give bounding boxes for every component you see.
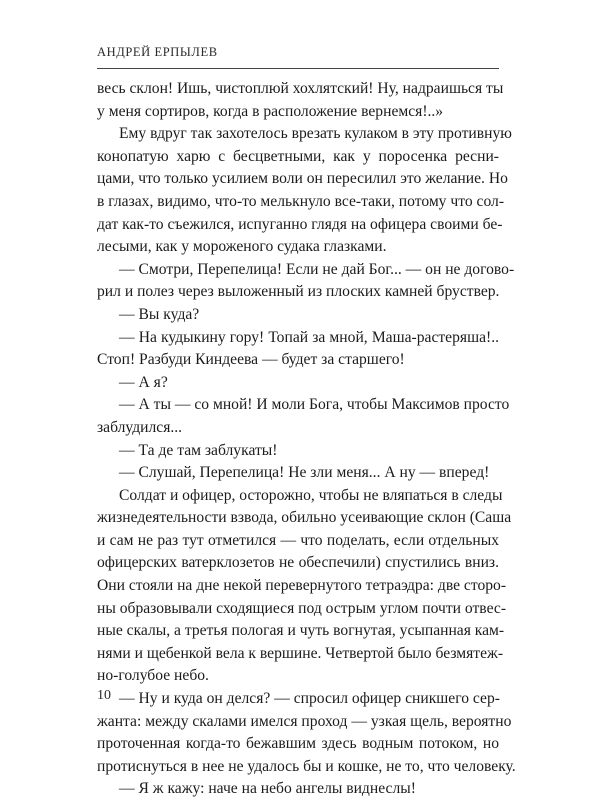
text-line: дат как-то съежился, испуганно глядя на офицера своими бе-: [97, 215, 503, 233]
text-line: — Вы куда?: [119, 305, 200, 323]
header-rule: [97, 68, 499, 69]
text-line: — На кудыкину гору! Топай за мной, Маша-растеряша!..: [119, 328, 499, 346]
text-line: и сам не раз тут отметился — что поделать, если отдельных: [97, 531, 499, 549]
text-line: лесыми, как у мороженого судака глазками.: [97, 238, 387, 256]
text-line: рил и полез через выложенный из плоских камней бруствер.: [97, 283, 500, 301]
page-number: 10: [97, 688, 111, 703]
text-line: протиснуться в нее не удалось бы и кошке, не то, что человеку.: [97, 757, 516, 775]
text-line: — А ты — со мной! И моли Бога, чтобы Максимов просто: [119, 396, 510, 414]
text-line: ны образовывали сходящиеся под острым углом почти отвес-: [97, 599, 507, 617]
text-line: заблудился...: [97, 418, 183, 436]
text-line: — А я?: [119, 373, 168, 391]
text-line: но-голубое небо.: [97, 667, 209, 685]
text-line: — Я ж кажу: наче на небо ангелы виднеслы!: [119, 780, 416, 798]
text-line: жанта: между скалами имелся проход — узкая щель, вероятно: [97, 712, 512, 730]
body-text: [97, 78, 516, 801]
text-line: жизнедеятельности взвода, обильно усеивающие склон (Саша: [97, 509, 512, 527]
text-line: — Та де там заблукаты!: [119, 441, 278, 459]
text-line: Солдат и офицер, осторожно, чтобы не вляпаться в следы: [119, 486, 503, 504]
text-line: — Ну и куда он делся? — спросил офицер сникшего сер-: [119, 690, 500, 708]
text-line: весь склон! Ишь, чистоплюй хохлятский! Ну, надраишься ты: [97, 80, 504, 97]
text-line: проточенная когда-то бежавшим здесь водным потоком, но: [97, 735, 499, 753]
text-line: цами, что только усилием воли он пересилил это желание. Но: [97, 170, 508, 188]
text-line: у меня сортиров, когда в расположение вернемся!..»: [97, 102, 444, 120]
text-line: нями и щебенкой вела к вершине. Четвертой было безмятеж-: [97, 644, 504, 662]
text-line: офицерских ватерклозетов не обеспечили) спустились вниз.: [97, 554, 499, 572]
running-title: АНДРЕЙ ЕРПЫЛЕВ: [97, 45, 218, 59]
text-line: — Смотри, Перепелица! Если не дай Бог... — он не догово-: [119, 260, 515, 278]
text-line: — Слушай, Перепелица! Не зли меня... А ну — вперед!: [119, 464, 490, 482]
text-line: конопатую харю с бесцветными, как у поросенка ресни-: [97, 147, 499, 165]
text-line: Ему вдруг так захотелось врезать кулаком в эту противную: [119, 125, 512, 143]
text-line: ные скалы, а третья пологая и чуть вогнутая, усыпанная кам-: [97, 622, 505, 640]
text-line: Стоп! Разбуди Киндеева — будет за старшего!: [97, 351, 405, 369]
text-line: в глазах, видимо, что-то мелькнуло все-таки, потому что сол-: [97, 192, 505, 210]
text-line: Они стояли на дне некой перевернутого тетраэдра: две сторо-: [97, 577, 507, 595]
